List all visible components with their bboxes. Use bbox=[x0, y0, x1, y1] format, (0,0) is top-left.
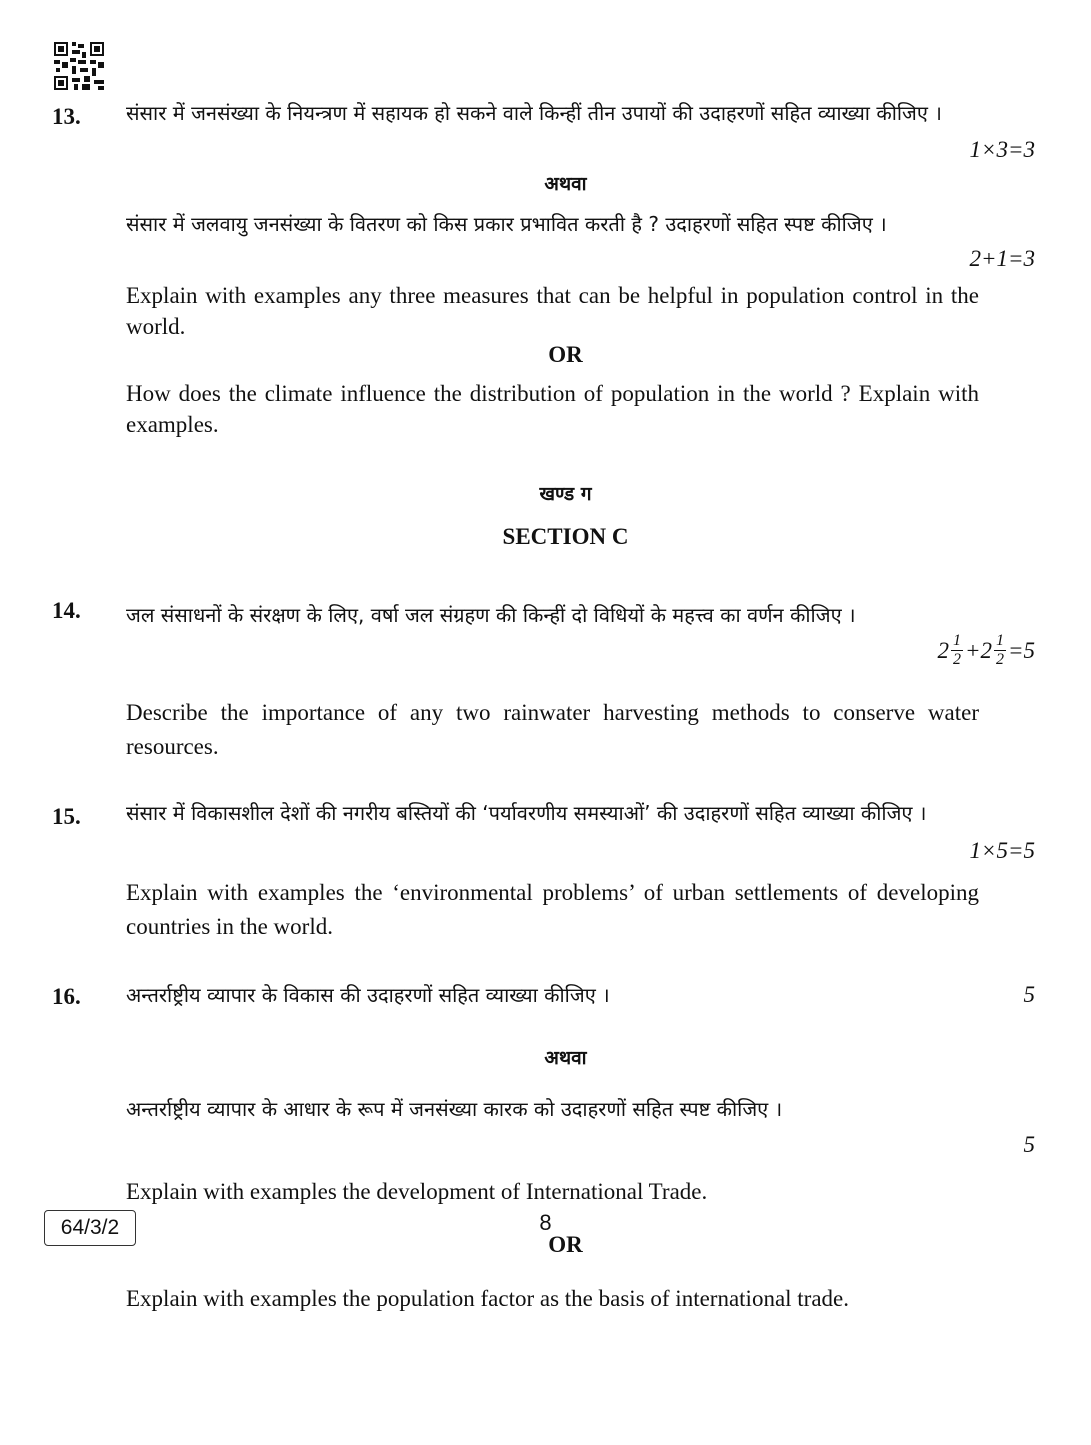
marks-label: 2+1=3 bbox=[969, 246, 1035, 271]
or-label-english: OR bbox=[548, 342, 583, 367]
question-text-hindi: संसार में विकासशील देशों की नगरीय बस्तियों की ‘पर्यावरणीय समस्याओं’ की उदाहरणों सहित व्याख्या कीजिए । bbox=[126, 801, 927, 825]
fraction: $\frac{1}{2}$ bbox=[952, 632, 961, 668]
question-text-hindi-alt: अन्तर्राष्ट्रीय व्यापार के आधार के रूप में जनसंख्या कारक को उदाहरणों सहित स्पष्ट कीजिए । bbox=[126, 1097, 783, 1121]
question-number: 14. bbox=[52, 598, 81, 623]
question-text-english: Explain with examples the development of International Trade. bbox=[126, 1179, 708, 1204]
question-text-english-alt: Explain with examples the population factor as the basis of international trade. bbox=[126, 1286, 850, 1311]
or-label-english: OR bbox=[548, 1232, 583, 1257]
question-number: 15. bbox=[52, 804, 81, 829]
question-text-english: Explain with examples the ‘environmental problems’ of urban settlements of developing countries in the world. bbox=[126, 880, 979, 939]
question-number: 16. bbox=[52, 984, 81, 1009]
section-title-hindi: खण्ड ग bbox=[539, 483, 592, 505]
marks-label bbox=[937, 632, 1035, 669]
paper-code-box: 64/3/2 bbox=[44, 1210, 136, 1246]
marks-label: 1×5=5 bbox=[969, 838, 1035, 863]
question-text-english: Describe the importance of any two rainwater harvesting methods to conserve water resources. bbox=[126, 700, 979, 759]
marks-label: 1×3=3 bbox=[969, 137, 1035, 162]
or-label-hindi: अथवा bbox=[544, 173, 587, 195]
marks-whole: 2 bbox=[937, 637, 949, 663]
question-text-hindi: संसार में जनसंख्या के नियन्त्रण में सहायक हो सकने वाले किन्हीं तीन उपायों की उदाहरणों सहित व्याख्या कीजिए । bbox=[126, 101, 942, 125]
or-label-hindi: अथवा bbox=[544, 1047, 587, 1069]
question-number: 13. bbox=[52, 104, 81, 129]
fraction: $\frac{1}{2}$ bbox=[995, 632, 1004, 668]
question-text-english-alt: How does the climate influence the distribution of population in the world ? Explain with examples. bbox=[126, 381, 979, 437]
question-text-hindi: अन्तर्राष्ट्रीय व्यापार के विकास की उदाहरणों सहित व्याख्या कीजिए । bbox=[126, 983, 610, 1007]
marks-label: 5 bbox=[1023, 1132, 1035, 1157]
marks-plus: +2 bbox=[964, 637, 992, 663]
question-text-hindi: जल संसाधनों के संरक्षण के लिए, वर्षा जल संग्रहण की किन्हीं दो विधियों के महत्त्व का वर्णन कीजिए । bbox=[126, 603, 856, 627]
marks-label: 5 bbox=[1023, 982, 1035, 1007]
page-number: 8 bbox=[539, 1210, 552, 1235]
question-text-hindi-alt: संसार में जलवायु जनसंख्या के वितरण को किस प्रकार प्रभावित करती है ? उदाहरणों सहित स्पष्ट कीजिए । bbox=[126, 212, 887, 236]
section-title-english: SECTION C bbox=[502, 524, 629, 549]
marks-total: =5 bbox=[1007, 637, 1035, 663]
qr-code-icon bbox=[54, 42, 104, 90]
question-text-english: Explain with examples any three measures that can be helpful in population control in the world. bbox=[126, 283, 979, 339]
